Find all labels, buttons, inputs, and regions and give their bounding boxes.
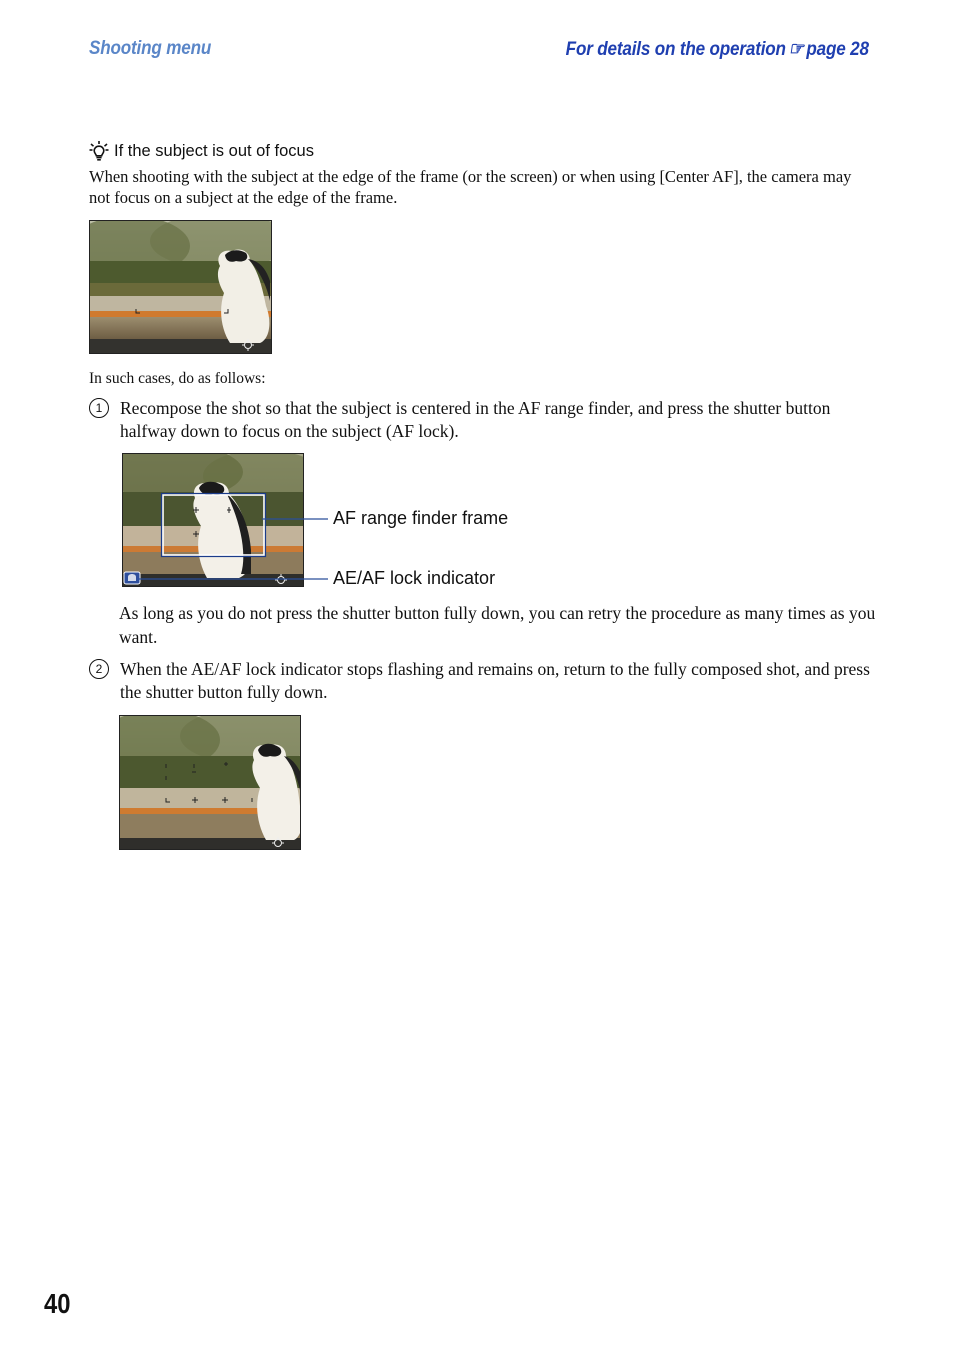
callout-ae-af-lock-indicator: AE/AF lock indicator (333, 568, 496, 588)
hint-title: If the subject is out of focus (114, 141, 314, 160)
reference-page: page 28 (806, 39, 869, 60)
step-text: When the AE/AF lock indicator stops flashing and remains on, return to the fully composed shot, and press the shutter button fully down. (120, 659, 870, 702)
step-number: 1 (89, 398, 109, 418)
reference-text: For details on the operation (565, 39, 787, 60)
photo-recomposed (119, 715, 301, 850)
step-number: 2 (89, 659, 109, 679)
section-title: Shooting menu (89, 38, 212, 59)
photo-illustration (120, 716, 301, 850)
pointing-hand-icon: ☞ (788, 39, 804, 60)
step-text: Recompose the shot so that the subject is centered in the AF range finder, and press the shutter button halfway down to focus on the subject (AF lock). (120, 398, 831, 441)
intro-paragraph: When shooting with the subject at the edge of the frame (or the screen) or when using [Center AF], the camera may not focus on a subject at the edge of the frame. (89, 167, 852, 207)
retry-paragraph: As long as you do not press the shutter button fully down, you can retry the procedure as many times as you want. (119, 603, 876, 647)
cases-text: In such cases, do as follows: (89, 370, 266, 387)
callout-af-range-finder-frame: AF range finder frame (333, 508, 509, 528)
step-2 (89, 658, 880, 704)
page-number: 40 (44, 1288, 71, 1319)
